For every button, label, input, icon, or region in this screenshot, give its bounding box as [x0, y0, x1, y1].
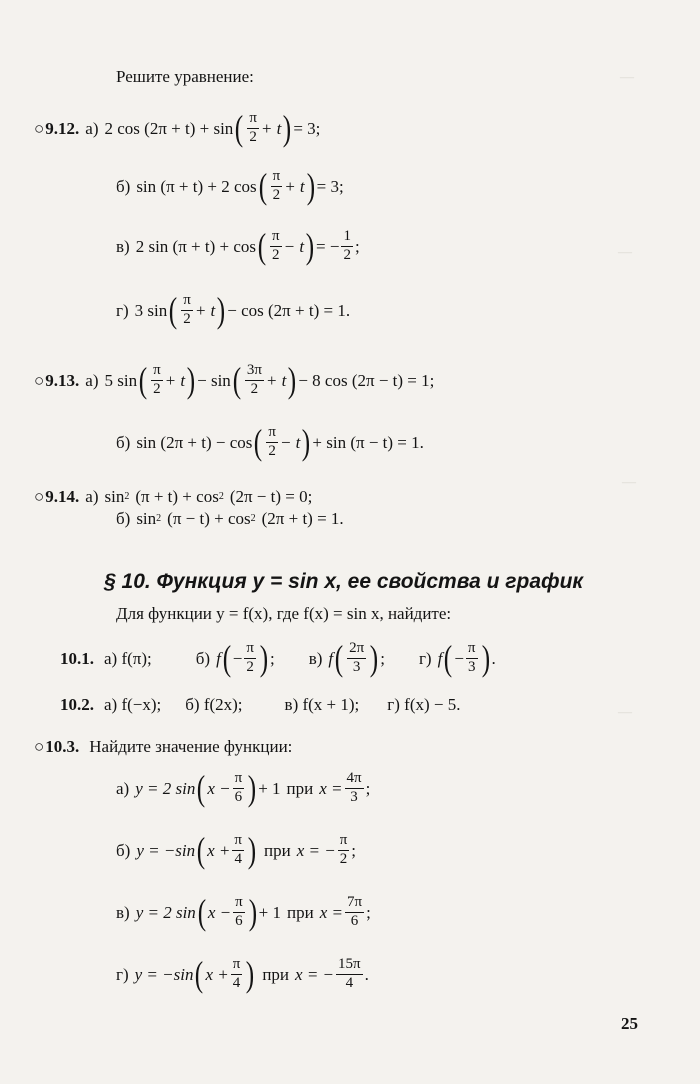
right-paren-icon: ): [259, 638, 269, 678]
problem-number: 10.3.: [45, 737, 80, 756]
right-paren-icon: ): [305, 226, 315, 266]
problem-number: 9.12.: [45, 118, 80, 138]
problem-9-12-b: б) sin (π + t) + 2 cos ( π 2 + t ) = 3;: [116, 166, 344, 206]
left-paren-icon: (: [444, 638, 453, 678]
left-paren-icon: (: [254, 422, 263, 462]
circle-marker-icon: ○: [34, 118, 45, 138]
problem-10-3-g: г) y = −sin ( x + $\frac{\pi}{4}$ ) при x = − $\frac{15\pi}{4}$ .: [116, 954, 369, 994]
fraction: $\frac{\pi}{6}$: [235, 894, 243, 929]
right-paren-icon: ): [247, 830, 257, 870]
right-paren-icon: ): [283, 108, 292, 148]
fraction: π 2: [272, 168, 281, 203]
fraction: π 2: [268, 424, 276, 459]
fraction: $\frac{\pi}{3}$: [467, 640, 476, 675]
fraction: π 2: [183, 292, 191, 327]
problem-9-12-g: г) 3 sin ( π 2 + t ) − cos (2π + t) = 1.: [116, 290, 351, 330]
right-paren-icon: ): [246, 954, 255, 994]
fraction: $\frac{\pi}{4}$: [234, 832, 242, 867]
problem-10-1: 10.1. а) f(π); б) f ( − $\frac{\pi}{2}$ ) ; в) f ( 2π 3 ) ; г) f ( − $\frac{\pi}{3}$ ) .: [60, 638, 496, 678]
fraction: 2π 3: [349, 640, 365, 675]
problem-9-13-b: б) sin (2π + t) − cos ( π 2 − t ) + sin (π − t) = 1.: [116, 422, 424, 462]
problem-10-3-a: а) y = 2 sin ( x − $\frac{\pi}{6}$ ) + 1 при x = $\frac{4\pi}{3}$ ;: [116, 768, 371, 808]
fraction: $\frac{\pi}{2}$: [246, 640, 254, 675]
task-10-text: Для функции y = f(x), где f(x) = sin x, найдите:: [116, 604, 452, 623]
fraction: $\frac{15\pi}{4}$: [338, 956, 361, 991]
left-paren-icon: (: [195, 954, 204, 994]
fraction: $\frac{1}{2}$: [343, 228, 351, 263]
fraction: π 2: [272, 228, 280, 263]
section-heading: § 10. Функция y = sin x, ее свойства и график: [104, 570, 584, 593]
left-paren-icon: (: [196, 830, 206, 870]
problem-10-2: 10.2. а) f(−x); б) f(2x); в) f(x + 1); г) f(x) − 5.: [60, 695, 461, 714]
right-paren-icon: ): [288, 360, 297, 400]
left-paren-icon: (: [235, 108, 244, 148]
problem-number: 10.1.: [60, 648, 94, 668]
problem-9-12-v: в) 2 sin (π + t) + cos ( π 2 − t ) = − $\frac{1}{2}$ ;: [116, 226, 360, 266]
right-paren-icon: ): [306, 166, 315, 206]
left-paren-icon: (: [232, 360, 242, 400]
left-paren-icon: (: [258, 166, 267, 206]
fraction: $\frac{4\pi}{3}$: [346, 770, 362, 805]
left-paren-icon: (: [334, 638, 344, 678]
left-paren-icon: (: [257, 226, 267, 266]
right-paren-icon: ): [247, 768, 257, 808]
right-paren-icon: ): [302, 422, 311, 462]
page-number: 25: [621, 1014, 638, 1033]
fraction: $\frac{7\pi}{6}$: [347, 894, 363, 929]
fraction: $\frac{\pi}{4}$: [232, 956, 241, 991]
left-paren-icon: (: [138, 360, 148, 400]
bleed-through-mark: —: [622, 475, 636, 490]
fraction: $\frac{\pi}{6}$: [234, 770, 243, 805]
left-paren-icon: (: [197, 768, 206, 808]
circle-marker-icon: ○: [34, 370, 45, 390]
right-paren-icon: ): [248, 892, 257, 932]
fraction: π 2: [249, 110, 257, 145]
right-paren-icon: ): [370, 638, 379, 678]
right-paren-icon: ): [217, 290, 226, 330]
problem-number: 10.2.: [60, 695, 94, 714]
problem-10-3-title: ○ 10.3. Найдите значение функции:: [34, 737, 293, 756]
fraction: 3π 2: [246, 362, 262, 397]
fraction: π 2: [153, 362, 161, 397]
problem-number: 9.14.: [45, 487, 80, 506]
problem-10-3-v: в) y = 2 sin ( x − $\frac{\pi}{6}$ ) + 1 при x = $\frac{7\pi}{6}$ ;: [116, 892, 371, 932]
circle-marker-icon: ○: [34, 737, 45, 756]
left-paren-icon: (: [197, 892, 207, 932]
problem-9-14-a: ○ 9.14. а) sin 2 (π + t) + cos 2 (2π − t) = 0;: [34, 487, 313, 506]
fraction: $\frac{\pi}{2}$: [339, 832, 348, 867]
intro-text: Решите уравнение:: [116, 67, 254, 86]
problem-number: 9.13.: [45, 370, 80, 390]
problem-9-14-b: б) sin 2 (π − t) + cos 2 (2π + t) = 1.: [116, 509, 344, 528]
bleed-through-mark: —: [618, 245, 632, 260]
left-paren-icon: (: [169, 290, 178, 330]
right-paren-icon: ): [481, 638, 490, 678]
problem-9-13-a: ○ 9.13. а) 5 sin ( π 2 + t ) − sin ( 3π 2 + t ) − 8 cos (2π − t) = 1;: [34, 360, 435, 400]
problem-10-3-b: б) y = −sin ( x + $\frac{\pi}{4}$ ) при x = − $\frac{\pi}{2}$ ;: [116, 830, 357, 870]
problem-9-12-a: ○ 9.12. а) 2 cos (2π + t) + sin ( π 2 + t ) = 3;: [34, 108, 321, 148]
left-paren-icon: (: [222, 638, 231, 678]
bleed-through-mark: —: [620, 70, 634, 85]
circle-marker-icon: ○: [34, 487, 45, 506]
right-paren-icon: ): [186, 360, 196, 400]
bleed-through-mark: —: [618, 705, 632, 720]
